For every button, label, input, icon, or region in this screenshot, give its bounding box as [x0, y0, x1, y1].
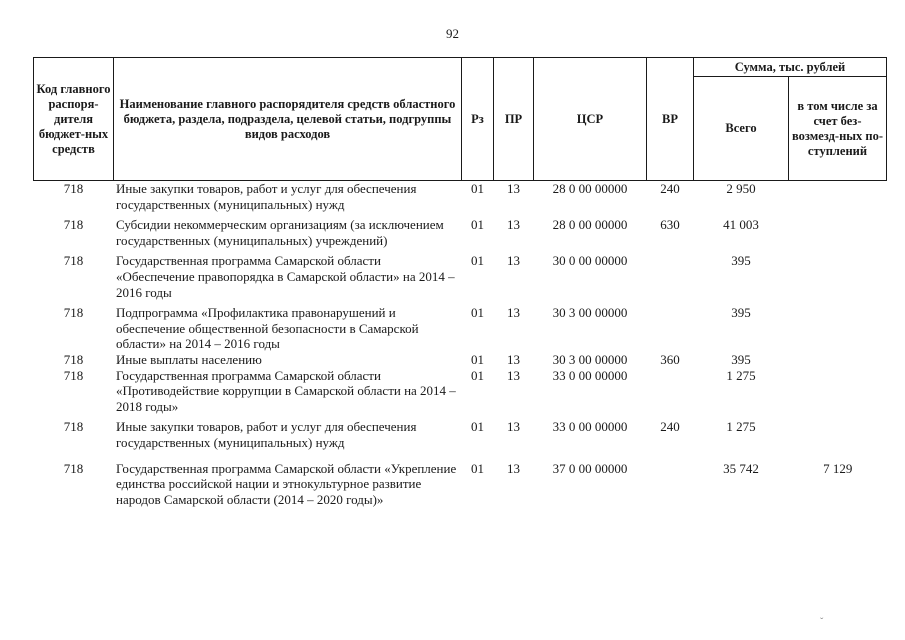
cell-rz: 01: [471, 181, 484, 196]
cell-pr: 13: [507, 181, 520, 196]
scan-artifact-mark: ˇ: [820, 617, 824, 628]
cell-rz: 01: [471, 305, 484, 321]
cell-total: 395: [731, 351, 751, 367]
cell-pr: 13: [507, 367, 520, 383]
table-row: [34, 181, 887, 218]
cell-total: 41 003: [723, 217, 759, 233]
cell-rz: 01: [471, 217, 484, 233]
cell-name: Государственная программа Самарской области «Укрепление единства российской нации и этнокультурное развитие народов Самарской области (2014 – 2020 годы)»: [116, 460, 457, 507]
cell-csr: 37 0 00 00000: [552, 460, 628, 476]
cell-csr: 28 0 00 00000: [552, 217, 628, 233]
cell-vr: 630: [660, 217, 680, 233]
page-number: 92: [446, 26, 459, 41]
cell-vr: [647, 368, 694, 420]
cell-free: [789, 181, 887, 218]
table-row: [34, 217, 887, 253]
cell-code: 718: [63, 460, 84, 476]
cell-total: 395: [731, 253, 751, 269]
cell-total: 1 275: [726, 419, 756, 435]
cell-code: 718: [63, 253, 84, 269]
cell-csr: 30 0 00 00000: [552, 253, 628, 269]
budget-table: [33, 57, 887, 512]
cell-name: Иные выплаты населению: [116, 351, 262, 367]
cell-name: Иные закупки товаров, работ и услуг для обеспечения государственных (муниципальных) нужд: [116, 419, 417, 450]
cell-total: 35 742: [723, 460, 759, 476]
table-row: [34, 305, 887, 352]
cell-pr: 13: [507, 217, 520, 233]
cell-free: [789, 217, 887, 253]
cell-free: 7 129: [823, 460, 853, 476]
table-body: [34, 181, 887, 513]
cell-rz: 01: [471, 460, 484, 476]
header-csr: ЦСР: [534, 58, 647, 181]
cell-code: 718: [63, 367, 84, 383]
cell-csr: 33 0 00 00000: [552, 419, 628, 435]
cell-free: [789, 368, 887, 420]
header-sum-group: Сумма, тыс. рублей: [694, 58, 887, 77]
table-row: [34, 461, 887, 513]
cell-name: Подпрограмма «Профилактика правонарушений и обеспечение общественной безопасности в Самарской области» на 2014 – 2016 годы: [116, 305, 419, 352]
cell-code: 718: [63, 419, 84, 435]
cell-vr: [647, 305, 694, 352]
cell-rz: 01: [471, 367, 484, 383]
table-row: [34, 368, 887, 420]
header-vr: ВР: [647, 58, 694, 181]
cell-total: 395: [731, 305, 751, 321]
header-free: в том числе за счет без-возмезд-ных по-ступлений: [789, 77, 887, 181]
header-code: Код главного распоря-дителя бюджет-ных средств: [34, 58, 114, 181]
cell-name: Государственная программа Самарской области «Обеспечение правопорядка в Самарской области» на 2014 – 2016 годы: [116, 253, 455, 300]
cell-vr: 360: [660, 351, 680, 367]
cell-rz: 01: [471, 253, 484, 269]
cell-csr: 30 3 00 00000: [552, 305, 628, 321]
cell-name: Государственная программа Самарской области «Противодействие коррупции в Самарской области на 2014 – 2018 годы»: [116, 367, 456, 414]
cell-csr: 28 0 00 00000: [552, 181, 628, 196]
cell-total: 1 275: [726, 367, 756, 383]
cell-rz: 01: [471, 351, 484, 367]
cell-total: 2 950: [726, 181, 756, 196]
cell-pr: 13: [507, 305, 520, 321]
table-row: [34, 352, 887, 368]
cell-vr: 240: [660, 419, 680, 435]
cell-code: 718: [63, 181, 84, 196]
cell-name: Субсидии некоммерческим организациям (за исключением государственных (муниципальных) учреждений): [116, 217, 444, 248]
cell-name: Иные закупки товаров, работ и услуг для обеспечения государственных (муниципальных) нужд: [116, 181, 417, 212]
cell-vr: [647, 461, 694, 513]
table-row: [34, 419, 887, 460]
cell-pr: 13: [507, 253, 520, 269]
cell-free: [789, 419, 887, 460]
cell-vr: 240: [660, 181, 680, 196]
cell-pr: 13: [507, 419, 520, 435]
cell-csr: 30 3 00 00000: [552, 351, 628, 367]
cell-pr: 13: [507, 351, 520, 367]
header-name: Наименование главного распорядителя средств областного бюджета, раздела, подраздела, целевой статьи, подгруппы видов расходов: [114, 58, 462, 181]
header-total: Всего: [694, 77, 789, 181]
header-rz: Рз: [462, 58, 494, 181]
cell-code: 718: [63, 217, 84, 233]
header-pr: ПР: [494, 58, 534, 181]
cell-code: 718: [63, 351, 84, 367]
cell-code: 718: [63, 305, 84, 321]
cell-free: [789, 253, 887, 305]
table-row: [34, 253, 887, 305]
cell-free: [789, 305, 887, 352]
cell-free: [789, 352, 887, 368]
cell-csr: 33 0 00 00000: [552, 367, 628, 383]
cell-vr: [647, 253, 694, 305]
cell-pr: 13: [507, 460, 520, 476]
cell-rz: 01: [471, 419, 484, 435]
